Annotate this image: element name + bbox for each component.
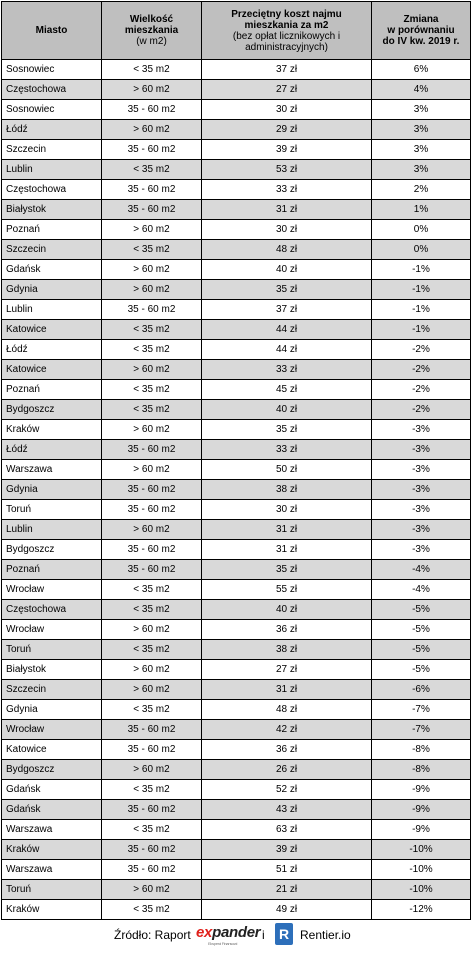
row-size: < 35 m2 <box>102 60 202 80</box>
table-row <box>2 580 471 600</box>
row-cost: 35 zł <box>202 420 372 440</box>
row-city: Kraków <box>2 900 102 920</box>
row-cost: 44 zł <box>202 320 372 340</box>
row-cost: 36 zł <box>202 620 372 640</box>
row-cost: 33 zł <box>202 440 372 460</box>
header-row <box>2 2 471 60</box>
rent-table <box>1 1 471 920</box>
table-row <box>2 280 471 300</box>
source-conjunction: i <box>262 928 265 942</box>
row-change: -5% <box>372 660 471 680</box>
row-change: -1% <box>372 280 471 300</box>
row-size: 35 - 60 m2 <box>102 860 202 880</box>
row-size: > 60 m2 <box>102 220 202 240</box>
row-size: 35 - 60 m2 <box>102 480 202 500</box>
row-change: -2% <box>372 340 471 360</box>
header-change-line3: do IV kw. 2019 r. <box>382 36 460 47</box>
header-city: Miasto <box>2 2 102 60</box>
row-change: 3% <box>372 100 471 120</box>
row-cost: 37 zł <box>202 60 372 80</box>
row-city: Poznań <box>2 380 102 400</box>
row-change: -5% <box>372 620 471 640</box>
row-change: -4% <box>372 580 471 600</box>
table-row <box>2 400 471 420</box>
row-city: Lublin <box>2 520 102 540</box>
row-change: 3% <box>372 140 471 160</box>
row-change: -1% <box>372 300 471 320</box>
header-cost-line1: Przeciętny koszt najmu <box>231 8 342 20</box>
row-change: 6% <box>372 60 471 80</box>
row-cost: 48 zł <box>202 700 372 720</box>
row-change: -10% <box>372 880 471 900</box>
row-size: 35 - 60 m2 <box>102 540 202 560</box>
table-row <box>2 440 471 460</box>
row-cost: 39 zł <box>202 140 372 160</box>
row-size: > 60 m2 <box>102 880 202 900</box>
row-change: 3% <box>372 160 471 180</box>
table-row <box>2 860 471 880</box>
row-size: > 60 m2 <box>102 460 202 480</box>
table-row <box>2 760 471 780</box>
row-change: -8% <box>372 760 471 780</box>
row-size: > 60 m2 <box>102 420 202 440</box>
row-city: Warszawa <box>2 460 102 480</box>
row-cost: 53 zł <box>202 160 372 180</box>
source-label: Źródło: Raport <box>114 928 191 942</box>
row-size: < 35 m2 <box>102 160 202 180</box>
row-change: -3% <box>372 440 471 460</box>
table-row <box>2 300 471 320</box>
header-size-line2: mieszkania <box>124 25 179 36</box>
header-change-line2: w porównaniu <box>387 25 455 36</box>
header-size-unit: (w m2) <box>136 36 167 47</box>
row-cost: 50 zł <box>202 460 372 480</box>
row-cost: 43 zł <box>202 800 372 820</box>
row-city: Kraków <box>2 420 102 440</box>
row-size: < 35 m2 <box>102 780 202 800</box>
row-cost: 42 zł <box>202 720 372 740</box>
row-change: -6% <box>372 680 471 700</box>
row-cost: 63 zł <box>202 820 372 840</box>
row-cost: 37 zł <box>202 300 372 320</box>
row-size: > 60 m2 <box>102 360 202 380</box>
row-city: Warszawa <box>2 820 102 840</box>
row-cost: 40 zł <box>202 600 372 620</box>
table-row <box>2 520 471 540</box>
rentier-name: Rentier.io <box>300 928 351 942</box>
header-change <box>372 2 471 60</box>
table-row <box>2 380 471 400</box>
row-city: Katowice <box>2 740 102 760</box>
table-row <box>2 620 471 640</box>
table-row <box>2 420 471 440</box>
row-change: 2% <box>372 180 471 200</box>
row-change: -3% <box>372 460 471 480</box>
table-row <box>2 80 471 100</box>
row-city: Toruń <box>2 640 102 660</box>
row-city: Gdańsk <box>2 780 102 800</box>
row-size: < 35 m2 <box>102 240 202 260</box>
table-row <box>2 320 471 340</box>
expander-logo-rest: pander <box>212 924 261 941</box>
table-row <box>2 560 471 580</box>
header-size <box>102 2 202 60</box>
row-size: > 60 m2 <box>102 120 202 140</box>
row-change: -1% <box>372 260 471 280</box>
row-change: -5% <box>372 600 471 620</box>
table-row <box>2 120 471 140</box>
table-row <box>2 260 471 280</box>
row-cost: 21 zł <box>202 880 372 900</box>
row-cost: 31 zł <box>202 200 372 220</box>
table-row <box>2 820 471 840</box>
row-cost: 31 zł <box>202 520 372 540</box>
row-change: -3% <box>372 420 471 440</box>
row-change: 0% <box>372 240 471 260</box>
row-size: < 35 m2 <box>102 700 202 720</box>
table-row <box>2 780 471 800</box>
header-cost-line2: mieszkania za m2 <box>244 19 329 31</box>
row-change: -7% <box>372 700 471 720</box>
row-size: 35 - 60 m2 <box>102 840 202 860</box>
row-size: < 35 m2 <box>102 380 202 400</box>
row-change: -8% <box>372 740 471 760</box>
row-size: > 60 m2 <box>102 80 202 100</box>
row-size: < 35 m2 <box>102 600 202 620</box>
table-row <box>2 180 471 200</box>
table-row <box>2 460 471 480</box>
row-size: 35 - 60 m2 <box>102 300 202 320</box>
row-size: > 60 m2 <box>102 660 202 680</box>
row-city: Szczecin <box>2 140 102 160</box>
row-change: -5% <box>372 640 471 660</box>
row-size: > 60 m2 <box>102 260 202 280</box>
row-city: Toruń <box>2 500 102 520</box>
table-row <box>2 100 471 120</box>
row-size: 35 - 60 m2 <box>102 440 202 460</box>
row-change: -3% <box>372 480 471 500</box>
row-city: Kraków <box>2 840 102 860</box>
row-size: > 60 m2 <box>102 760 202 780</box>
header-cost <box>202 2 372 60</box>
table-row <box>2 700 471 720</box>
row-size: < 35 m2 <box>102 320 202 340</box>
header-cost-sub2: administracyjnych) <box>245 41 328 53</box>
expander-logo <box>196 924 261 946</box>
row-city: Wrocław <box>2 720 102 740</box>
row-city: Białystok <box>2 200 102 220</box>
row-city: Szczecin <box>2 240 102 260</box>
row-cost: 30 zł <box>202 100 372 120</box>
row-change: -9% <box>372 820 471 840</box>
row-cost: 52 zł <box>202 780 372 800</box>
header-cost-sub1: (bez opłat licznikowych i <box>232 30 341 42</box>
row-cost: 31 zł <box>202 680 372 700</box>
row-change: -9% <box>372 800 471 820</box>
row-change: -3% <box>372 500 471 520</box>
row-size: 35 - 60 m2 <box>102 180 202 200</box>
row-size: 35 - 60 m2 <box>102 740 202 760</box>
row-change: 1% <box>372 200 471 220</box>
row-city: Sosnowiec <box>2 60 102 80</box>
row-city: Gdynia <box>2 480 102 500</box>
row-cost: 39 zł <box>202 840 372 860</box>
table-row <box>2 640 471 660</box>
row-city: Sosnowiec <box>2 100 102 120</box>
row-change: 4% <box>372 80 471 100</box>
row-cost: 45 zł <box>202 380 372 400</box>
expander-tagline: Eksperci Finansowi <box>208 941 238 946</box>
row-cost: 40 zł <box>202 260 372 280</box>
source-footer <box>0 920 471 950</box>
row-city: Gdynia <box>2 280 102 300</box>
row-cost: 33 zł <box>202 360 372 380</box>
row-cost: 48 zł <box>202 240 372 260</box>
row-city: Gdańsk <box>2 800 102 820</box>
table-row <box>2 240 471 260</box>
row-city: Katowice <box>2 360 102 380</box>
table-row <box>2 680 471 700</box>
row-cost: 44 zł <box>202 340 372 360</box>
row-city: Bydgoszcz <box>2 760 102 780</box>
row-city: Bydgoszcz <box>2 540 102 560</box>
row-city: Gdańsk <box>2 260 102 280</box>
table-row <box>2 540 471 560</box>
row-size: 35 - 60 m2 <box>102 140 202 160</box>
row-city: Poznań <box>2 220 102 240</box>
row-change: -10% <box>372 860 471 880</box>
row-cost: 36 zł <box>202 740 372 760</box>
table-row <box>2 900 471 920</box>
table-row <box>2 660 471 680</box>
table-row <box>2 160 471 180</box>
rentier-logo-icon: R <box>275 923 293 945</box>
row-city: Łódź <box>2 340 102 360</box>
row-cost: 27 zł <box>202 660 372 680</box>
table-row <box>2 720 471 740</box>
expander-logo-prefix: ex <box>196 924 213 941</box>
row-city: Szczecin <box>2 680 102 700</box>
row-size: 35 - 60 m2 <box>102 720 202 740</box>
table-row <box>2 220 471 240</box>
row-change: -12% <box>372 900 471 920</box>
table-row <box>2 200 471 220</box>
row-city: Łódź <box>2 440 102 460</box>
row-city: Gdynia <box>2 700 102 720</box>
row-cost: 49 zł <box>202 900 372 920</box>
row-city: Lublin <box>2 300 102 320</box>
row-size: < 35 m2 <box>102 400 202 420</box>
row-change: 0% <box>372 220 471 240</box>
row-cost: 51 zł <box>202 860 372 880</box>
row-cost: 29 zł <box>202 120 372 140</box>
row-change: -10% <box>372 840 471 860</box>
row-city: Białystok <box>2 660 102 680</box>
row-cost: 35 zł <box>202 560 372 580</box>
row-size: < 35 m2 <box>102 900 202 920</box>
row-size: > 60 m2 <box>102 280 202 300</box>
row-cost: 55 zł <box>202 580 372 600</box>
row-cost: 30 zł <box>202 220 372 240</box>
table-row <box>2 880 471 900</box>
row-city: Częstochowa <box>2 180 102 200</box>
row-city: Łódź <box>2 120 102 140</box>
table-row <box>2 800 471 820</box>
table-body <box>2 60 471 920</box>
row-cost: 40 zł <box>202 400 372 420</box>
header-size-line1: Wielkość <box>129 14 174 25</box>
row-size: < 35 m2 <box>102 340 202 360</box>
table-row <box>2 600 471 620</box>
row-size: > 60 m2 <box>102 620 202 640</box>
table-row <box>2 500 471 520</box>
row-city: Wrocław <box>2 580 102 600</box>
table-row <box>2 740 471 760</box>
row-size: < 35 m2 <box>102 640 202 660</box>
row-change: -2% <box>372 360 471 380</box>
row-change: -3% <box>372 540 471 560</box>
row-cost: 35 zł <box>202 280 372 300</box>
row-change: -7% <box>372 720 471 740</box>
row-change: -1% <box>372 320 471 340</box>
row-change: 3% <box>372 120 471 140</box>
row-cost: 31 zł <box>202 540 372 560</box>
table-row <box>2 340 471 360</box>
row-cost: 30 zł <box>202 500 372 520</box>
table-row <box>2 360 471 380</box>
row-city: Częstochowa <box>2 80 102 100</box>
row-city: Lublin <box>2 160 102 180</box>
row-city: Wrocław <box>2 620 102 640</box>
row-city: Poznań <box>2 560 102 580</box>
header-change-line1: Zmiana <box>403 14 439 25</box>
table-row <box>2 840 471 860</box>
row-size: < 35 m2 <box>102 820 202 840</box>
table-row <box>2 140 471 160</box>
row-cost: 26 zł <box>202 760 372 780</box>
row-city: Częstochowa <box>2 600 102 620</box>
row-change: -3% <box>372 520 471 540</box>
row-size: > 60 m2 <box>102 680 202 700</box>
row-cost: 27 zł <box>202 80 372 100</box>
row-change: -2% <box>372 400 471 420</box>
row-change: -9% <box>372 780 471 800</box>
row-city: Katowice <box>2 320 102 340</box>
row-change: -4% <box>372 560 471 580</box>
row-size: 35 - 60 m2 <box>102 500 202 520</box>
row-size: 35 - 60 m2 <box>102 800 202 820</box>
row-city: Toruń <box>2 880 102 900</box>
row-city: Bydgoszcz <box>2 400 102 420</box>
table-row <box>2 480 471 500</box>
row-cost: 38 zł <box>202 480 372 500</box>
row-size: < 35 m2 <box>102 580 202 600</box>
table-row <box>2 60 471 80</box>
row-size: > 60 m2 <box>102 520 202 540</box>
row-size: 35 - 60 m2 <box>102 560 202 580</box>
row-size: 35 - 60 m2 <box>102 200 202 220</box>
row-change: -2% <box>372 380 471 400</box>
row-city: Warszawa <box>2 860 102 880</box>
row-cost: 33 zł <box>202 180 372 200</box>
row-size: 35 - 60 m2 <box>102 100 202 120</box>
row-cost: 38 zł <box>202 640 372 660</box>
